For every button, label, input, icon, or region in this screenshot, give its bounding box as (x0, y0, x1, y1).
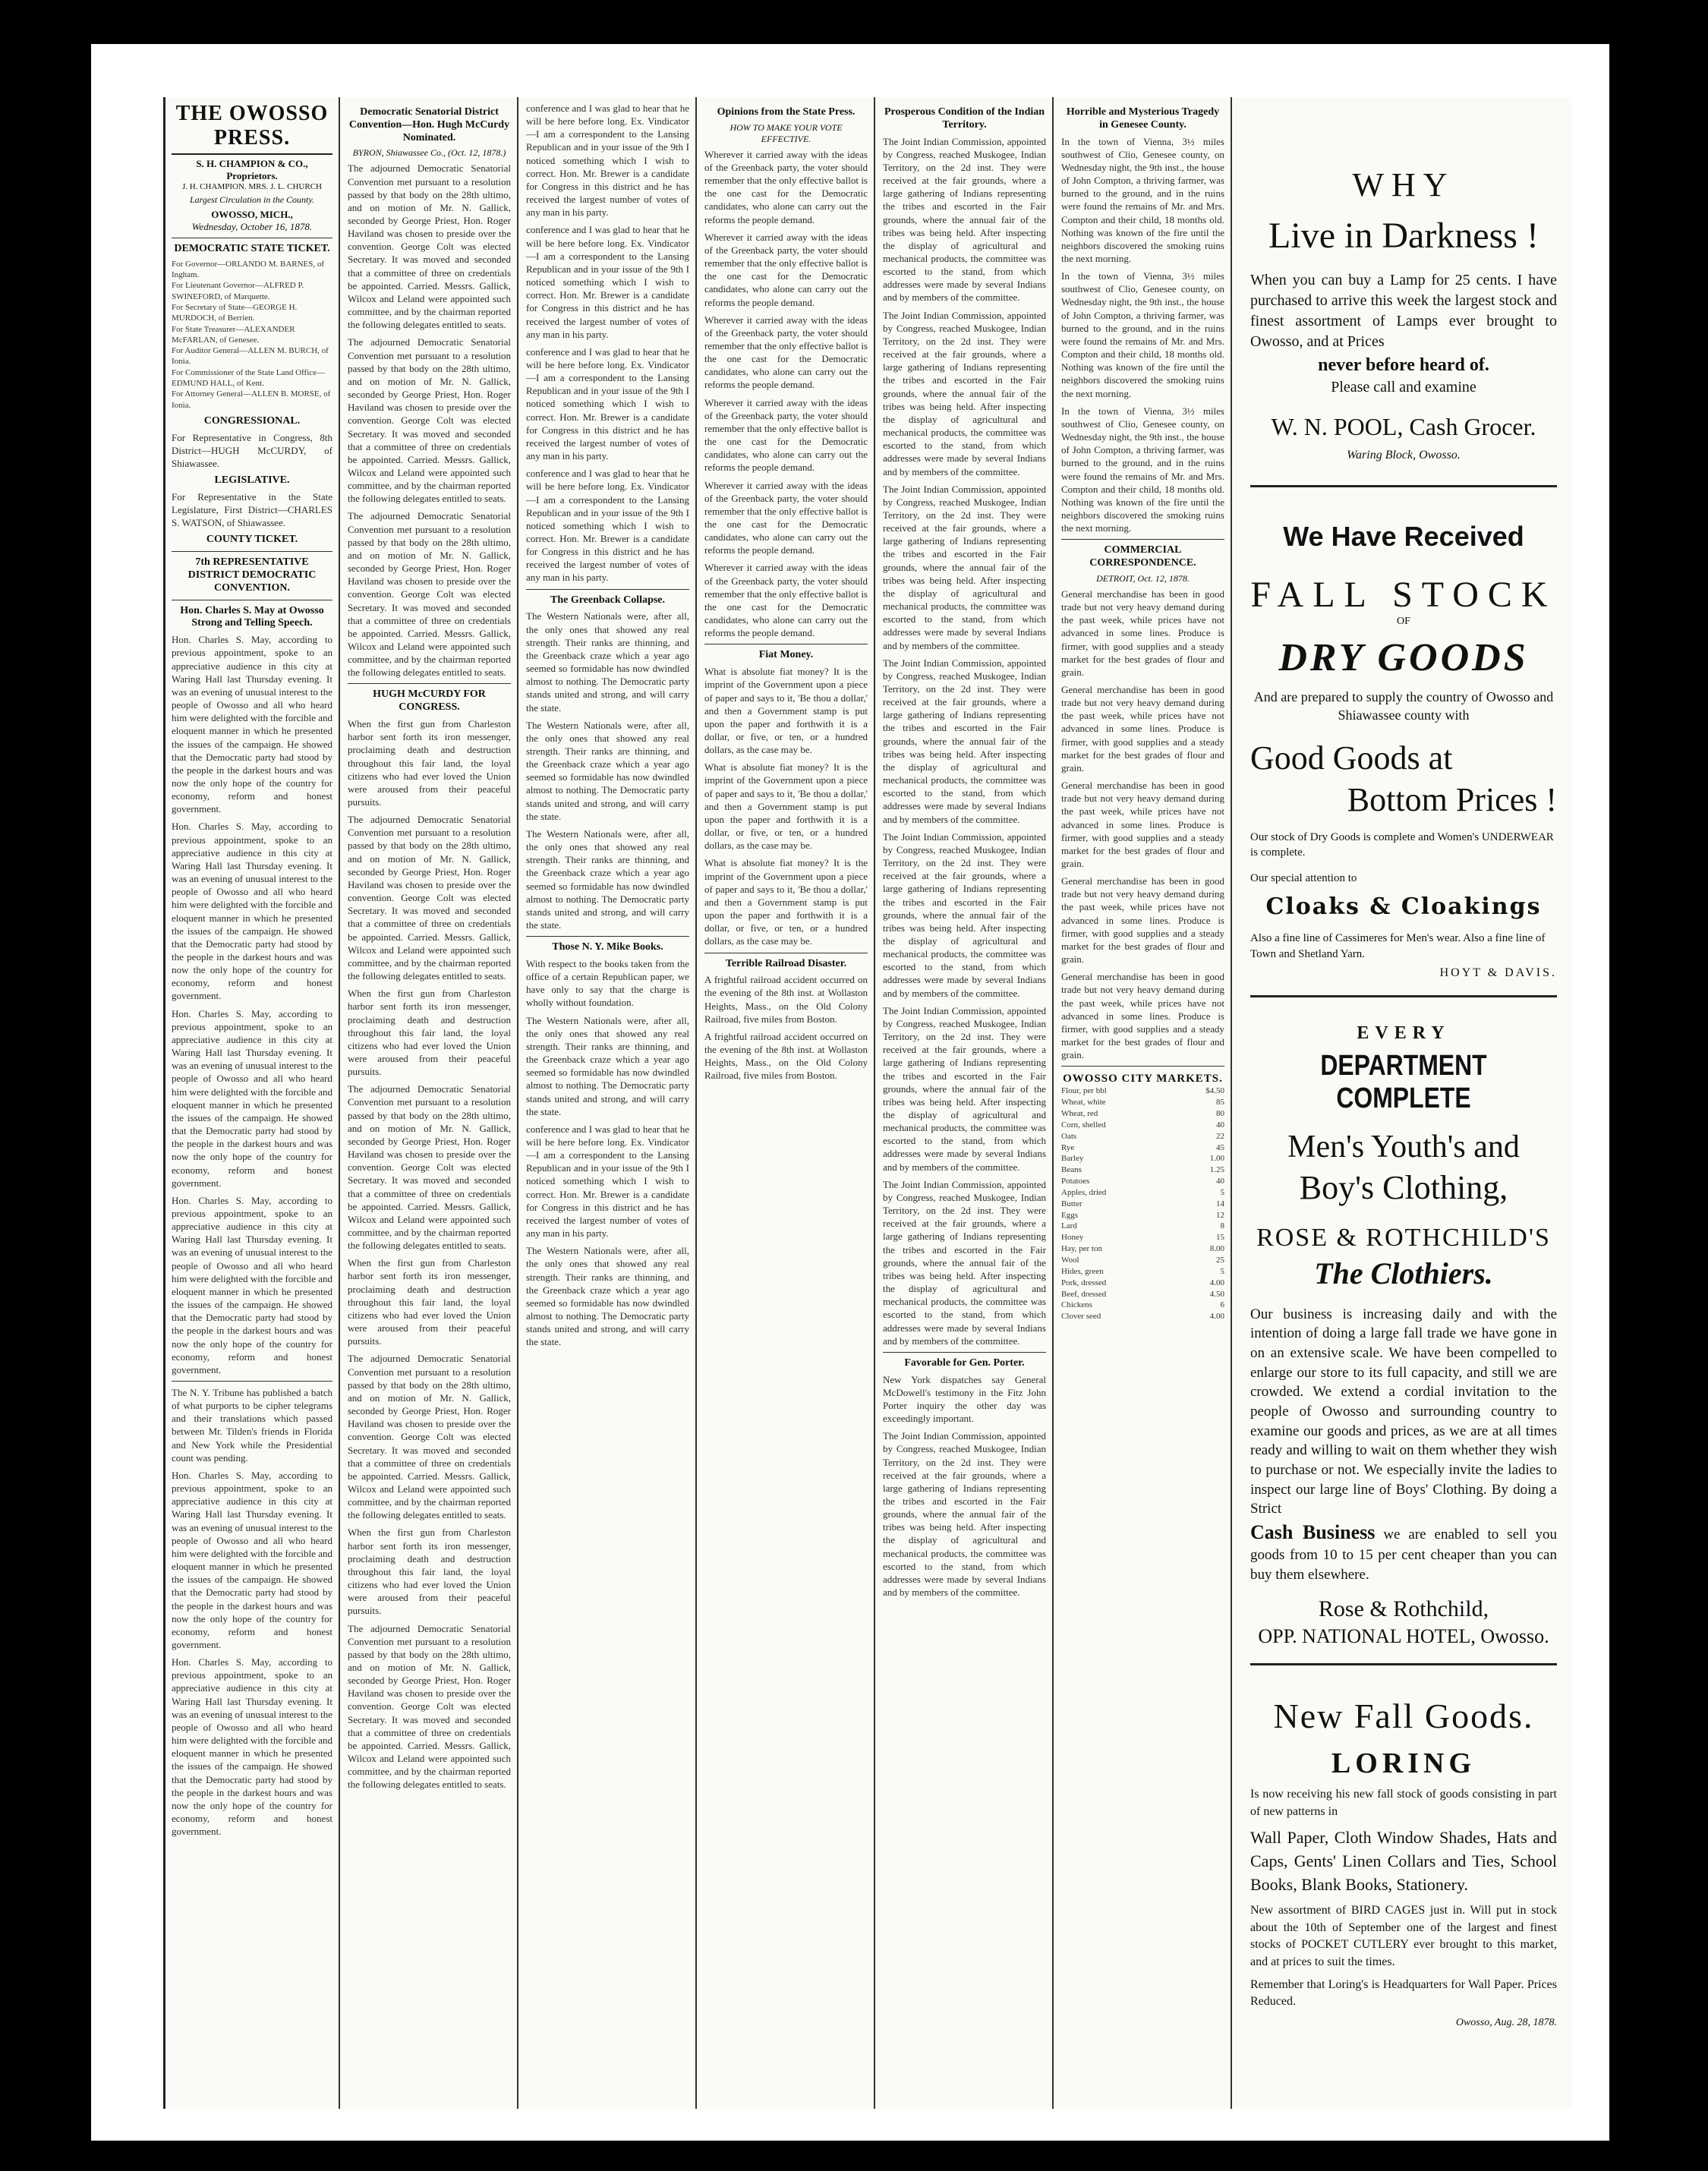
state-press-subheading: HOW TO MAKE YOUR VOTE EFFECTIVE. (730, 121, 843, 144)
market-row (1061, 1120, 1224, 1131)
fiat-money-text-continued: What is absolute fiat money? It is the imprint of the Government upon a piece of paper and says to it, 'Be thou a dollar,' and then a Government stamp is put upon the paper and forthwith it is a dollar, or five, or ten, or a hundred dollars, as the case may be. (704, 761, 868, 852)
ad-every: EVERY (1357, 1022, 1451, 1043)
ad-fall-stock: FALL STOCK (1250, 575, 1557, 615)
market-price: 22 (1216, 1131, 1224, 1141)
railroad-disaster-heading: Terrible Railroad Disaster. (725, 957, 847, 969)
senatorial-convention-text-continued: The adjourned Democratic Senatorial Convention met pursuant to a resolution passed by that body on the 28th ultimo, and on motion of Mr. N. Gallick, seconded by George Priest, Hon. Roger Haviland was chosen to preside over the convention. George Colt was elected Secretary. It was moved and seconded that a committee of three on credentials be appointed. Carried. Messrs. Gallick, Wilcox and Leland were appointed such committee, and by the chairman reported the following delegates entitled to seats. (348, 336, 511, 505)
congressional-text: For Representative in Congress, 8th District—HUGH McCURDY, of Shiawassee. (172, 431, 332, 470)
correspondence-text-continued: conference and I was glad to hear that he will be here before long. Ex. Vindicator—I am a correspondent to the Lansing Republican and in your issue of the 9th I noticed something which I wish to correct. Hon. Mr. Brewer is a candidate for Congress in this district and he has received the largest number of votes of any man in his party. (526, 224, 689, 340)
market-price: 85 (1216, 1098, 1224, 1108)
lamp-advertisement (1250, 165, 1557, 462)
market-price: 40 (1216, 1120, 1224, 1130)
column-4 (698, 97, 875, 2109)
market-price: 1.00 (1209, 1154, 1224, 1164)
ad-business-text: Our business is increasing daily and with the intention of doing a large fall trade we have gone in on an extensive scale. We have been compelled to enlarge our store to its full capacity, and still we are crowded. We extend a cordial invitation to the people of Owosso and surrounding country to examine our goods and prices, as we are at all times ready and willing to wait on them whether they wish to purchase or not. We especially invite the ladies to inspect our large line of Boys' Clothing. By doing a Strict (1250, 1306, 1557, 1517)
commercial-text-continued: General merchandise has been in good trade but not very heavy demand during the past week, while prices have not advanced in some lines. Produce is firmer, with good supplies and a steady market for the best grades of flour and grain. (1061, 683, 1224, 774)
mccurdy-text-continued: When the first gun from Charleston harbor sent forth its iron messenger, proclaiming death and destruction throughout this fair land, the loyal citizens who had ever loved the Union were aroused from their peaceful pursuits. (348, 988, 511, 1078)
scan-border-top (0, 0, 1708, 44)
scan-border-bottom (0, 2141, 1708, 2171)
indian-territory-text-continued: The Joint Indian Commission, appointed by Congress, reached Muskogee, Indian Territory, on the 2d inst. They were received at the fair grounds, where a large gathering of Indians representing the tribes and escorted in the Fair grounds, where the annual fair of the tribes was being held. After inspecting the display of agricultural and mechanical products, the committee was escorted to the stand, from which addresses were made by several Indians and by members of the committee. (883, 657, 1046, 825)
clothing-advertisement (1250, 1023, 1557, 1648)
railroad-disaster-text: A frightful railroad accident occurred on the evening of the 8th inst. at Wollaston Heights, Mass., on the Old Colony Railroad, five miles from Boston. (704, 974, 868, 1025)
market-item: Wheat, red (1061, 1109, 1098, 1119)
ad-stock-note: Our stock of Dry Goods is complete and Women's UNDERWEAR is complete. (1250, 830, 1554, 859)
ad-of: OF (1397, 616, 1410, 627)
market-price: 14 (1216, 1199, 1224, 1208)
legislative-heading: LEGISLATIVE. (214, 474, 290, 487)
ad-waring-block: Waring Block, Owosso. (1347, 449, 1461, 462)
senatorial-convention-text: The adjourned Democratic Senatorial Convention met pursuant to a resolution passed by that body on the 28th ultimo, and on motion of Mr. N. Gallick, seconded by George Priest, Hon. Roger Haviland was chosen to preside over the convention. George Colt was elected Secretary. It was moved and seconded that a committee of three on credentials be appointed. Carried. Messrs. Gallick, Wilcox and Leland were appointed such committee, and by the chairman reported the following delegates entitled to seats. (348, 162, 511, 331)
market-item: Lard (1061, 1221, 1077, 1231)
market-item: Butter (1061, 1199, 1082, 1208)
tragedy-text-continued: In the town of Vienna, 3½ miles southwest of Clio, Genesee county, on Wednesday night, the 9th inst., the house of John Compton, a thriving farmer, was burned to the ground, and in the ruins were found the remains of Mr. and Mrs. Compton and their child, 18 months old. Nothing was known of the fire until the neighbors discovered the smoking ruins the next morning. (1061, 405, 1224, 534)
ad-loring-items (1250, 1826, 1557, 1896)
commercial-text: General merchandise has been in good trade but not very heavy demand during the past week, while prices have not advanced in some lines. Produce is firmer, with good supplies and a steady market for the best grades of flour and grain. (1061, 588, 1224, 678)
mike-books-text: With respect to the books taken from the office of a certain Republican paper, we have only to say that the charge is wholly without foundation. (526, 957, 689, 1009)
ad-cloaks: Cloaks & Cloakings (1265, 893, 1542, 921)
ad-rose-rothchild-signature: Rose & Rothchild, (1318, 1596, 1489, 1622)
mccurdy-text-continued: The adjourned Democratic Senatorial Convention met pursuant to a resolution passed by that body on the 28th ultimo, and on motion of Mr. N. Gallick, seconded by George Priest, Hon. Roger Haviland was chosen to preside over the convention. George Colt was elected Secretary. It was moved and seconded that a committee of three on credentials be appointed. Carried. Messrs. Gallick, Wilcox and Leland were appointed such committee, and by the chairman reported the following delegates entitled to seats. (348, 1622, 511, 1791)
market-row (1061, 1086, 1224, 1097)
market-item: Flour, per bbl (1061, 1086, 1107, 1096)
market-item: Corn, shelled (1061, 1120, 1106, 1130)
market-item: Beans (1061, 1165, 1082, 1175)
market-price: 5 (1220, 1187, 1224, 1197)
state-press-text-continued: Wherever it carried away with the ideas of the Greenback party, the voter should remember that the only effective ballot is the one cast for the Democratic candidates, who alone can carry out the reforms the people demand. (704, 231, 868, 308)
senatorial-convention-dateline: BYRON, Shiawassee Co., (Oct. 12, 1878.) (352, 147, 506, 159)
market-item: Wheat, white (1061, 1098, 1106, 1108)
market-row (1061, 1289, 1224, 1300)
market-item: Barley (1061, 1154, 1084, 1164)
state-ticket-heading: DEMOCRATIC STATE TICKET. (174, 243, 330, 254)
ad-please-call: Please call and examine (1331, 379, 1476, 395)
tragedy-heading: Horrible and Mysterious Tragedy in Genesee County. (1066, 106, 1220, 131)
masthead-place: OWOSSO, MICH., (211, 209, 293, 220)
market-price: 8.00 (1209, 1244, 1224, 1254)
ad-loring: LORING (1331, 1747, 1476, 1780)
fiat-money-heading: Fiat Money. (758, 649, 814, 661)
state-ticket-list (172, 259, 332, 411)
greenback-collapse-text-continued: The Western Nationals were, after all, the only ones that showed any real strength. Their ranks are thinning, and the Greenback craze which a year ago seemed so formidable has now dwindled almost to nothing. The Democratic party stands united and strong, and will carry the state. (526, 719, 689, 822)
ad-loring-intro: Is now receiving his new fall stock of goods consisting in part of new patterns in (1250, 1788, 1557, 1818)
indian-territory-text-continued: The Joint Indian Commission, appointed by Congress, reached Muskogee, Indian Territory, on the 2d inst. They were received at the fair grounds, where a large gathering of Indians representing the tribes and escorted in the Fair grounds, where the annual fair of the tribes was being held. After inspecting the display of agricultural and mechanical products, the committee was escorted to the stand, from which addresses were made by several Indians and by members of the committee. (883, 830, 1046, 999)
state-press-heading: Opinions from the State Press. (717, 106, 856, 118)
market-price: 25 (1216, 1256, 1224, 1265)
market-item: Clover seed (1061, 1312, 1101, 1322)
ad-prepared-text: And are prepared to supply the country of Owosso and Shiawassee county with (1253, 689, 1554, 723)
may-speech-text-continued: Hon. Charles S. May, according to previous appointment, spoke to an appreciative audience in this city at Waring Hall last Thursday evening. It was an evening of unusual interest to the people of Owosso and all who heard him were delighted with the forcible and eloquent manner in which he presented the issues of the campaign. He showed that the Democratic party had stood by the people in the darkest hours and was now the only hope of the country for economy, reform and honest government. (172, 1007, 332, 1189)
ad-cash-business (1250, 1519, 1557, 1584)
commercial-text-continued: General merchandise has been in good trade but not very heavy demand during the past week, while prices have not advanced in some lines. Produce is firmer, with good supplies and a steady market for the best grades of flour and grain. (1061, 875, 1224, 966)
state-press-text-continued: Wherever it carried away with the ideas of the Greenback party, the voter should remember that the only effective ballot is the one cast for the Democratic candidates, who alone can carry out the reforms the people demand. (704, 562, 868, 639)
senatorial-convention-text-continued: The adjourned Democratic Senatorial Convention met pursuant to a resolution passed by that body on the 28th ultimo, and on motion of Mr. N. Gallick, seconded by George Priest, Hon. Roger Haviland was chosen to preside over the convention. George Colt was elected Secretary. It was moved and seconded that a committee of three on credentials be appointed. Carried. Messrs. Gallick, Wilcox and Leland were appointed such committee, and by the chairman reported the following delegates entitled to seats. (348, 510, 511, 679)
market-item: Wool (1061, 1256, 1079, 1265)
ad-good-goods: Good Goods at (1250, 739, 1453, 777)
advertisement-column (1234, 97, 1574, 2109)
market-price: 80 (1216, 1109, 1224, 1119)
mccurdy-text-continued: When the first gun from Charleston harbor sent forth its iron messenger, proclaiming death and destruction throughout this fair land, the loyal citizens who had ever loved the Union were aroused from their peaceful pursuits. (348, 1527, 511, 1617)
mccurdy-text-continued: The adjourned Democratic Senatorial Convention met pursuant to a resolution passed by that body on the 28th ultimo, and on motion of Mr. N. Gallick, seconded by George Priest, Hon. Roger Haviland was chosen to preside over the convention. George Colt was elected Secretary. It was moved and seconded that a committee of three on credentials be appointed. Carried. Messrs. Gallick, Wilcox and Leland were appointed such committee, and by the chairman reported the following delegates entitled to seats. (348, 1083, 511, 1252)
market-item: Hides, green (1061, 1266, 1104, 1276)
market-row (1061, 1199, 1224, 1210)
legislative-text: For Representative in the State Legislature, First District—CHARLES S. WATSON, of Shiawassee. (172, 491, 332, 529)
loring-advertisement (1250, 1696, 1557, 2029)
tribune-paragraph: The N. Y. Tribune has published a batch of what purports to be cipher telegrams and their translations which passed between Mr. Tilden's friends in Florida and New York while the Presidential count was pending. (172, 1387, 332, 1464)
mike-books-text-continued: The Western Nationals were, after all, the only ones that showed any real strength. Their ranks are thinning, and the Greenback craze which a year ago seemed so formidable has now dwindled almost to nothing. The Democratic party stands united and strong, and will carry the state. (526, 1245, 689, 1348)
market-row (1061, 1266, 1224, 1278)
tribune-paragraph-continued: Hon. Charles S. May, according to previous appointment, spoke to an appreciative audience in this city at Waring Hall last Thursday evening. It was an evening of unusual interest to the people of Owosso and all who heard him were delighted with the forcible and eloquent manner in which he presented the issues of the campaign. He showed that the Democratic party had stood by the people in the darkest hours and was now the only hope of the country for economy, reform and honest government. (172, 1656, 332, 1838)
ad-received-heading: We Have Received (1283, 521, 1524, 552)
market-item: Chickens (1061, 1300, 1092, 1310)
state-press-text-continued: Wherever it carried away with the ideas of the Greenback party, the voter should remember that the only effective ballot is the one cast for the Democratic candidates, who alone can carry out the reforms the people demand. (704, 396, 868, 474)
newspaper-page (163, 97, 1571, 2109)
market-price: $4.50 (1205, 1086, 1224, 1096)
market-row (1061, 1164, 1224, 1176)
market-item: Eggs (1061, 1210, 1078, 1220)
ad-dry-goods: DRY GOODS (1278, 636, 1529, 679)
ticket-item: For Secretary of State—GEORGE H. MURDOCH, of Berrien. (172, 302, 298, 323)
ticket-item: For Auditor General—ALLEN M. BURCH, of Ionia. (172, 346, 329, 367)
tribune-paragraph-continued: Hon. Charles S. May, according to previous appointment, spoke to an appreciative audience in this city at Waring Hall last Thursday evening. It was an evening of unusual interest to the people of Owosso and all who heard him were delighted with the forcible and eloquent manner in which he presented the issues of the campaign. He showed that the Democratic party had stood by the people in the darkest hours and was now the only hope of the country for economy, reform and honest government. (172, 1469, 332, 1650)
market-row (1061, 1221, 1224, 1232)
ad-boys-clothing: Boy's Clothing, (1299, 1168, 1508, 1206)
masthead-publishers: S. H. CHAMPION & CO., Proprietors. (196, 158, 308, 181)
market-item: Pork, dressed (1061, 1278, 1107, 1287)
indian-territory-text-continued: The Joint Indian Commission, appointed by Congress, reached Muskogee, Indian Territory, on the 2d inst. They were received at the fair grounds, where a large gathering of Indians representing the tribes and escorted in the Fair grounds, where the annual fair of the tribes was being held. After inspecting the display of agricultural and mechanical products, the committee was escorted to the stand, from which addresses were made by several Indians and by members of the committee. (883, 483, 1046, 651)
tragedy-text-continued: In the town of Vienna, 3½ miles southwest of Clio, Genesee county, on Wednesday night, the 9th inst., the house of John Compton, a thriving farmer, was burned to the ground, and in the ruins were found the remains of Mr. and Mrs. Compton and their child, 18 months old. Nothing was known of the fire until the neighbors discovered the smoking ruins the next morning. (1061, 270, 1224, 399)
ad-lamp-body: When you can buy a Lamp for 25 cents. I have purchased to arrive this week the largest stock and finest assortment of Lamps ever brought to Owosso, and at Prices (1250, 272, 1557, 350)
mccurdy-text: When the first gun from Charleston harbor sent forth its iron messenger, proclaiming death and destruction throughout this fair land, the loyal citizens who had ever loved the Union were aroused from their peaceful pursuits. (348, 718, 511, 808)
ticket-item: For State Treasurer—ALEXANDER McFARLAN, of Genesee. (172, 324, 295, 345)
indian-territory-text-continued: The Joint Indian Commission, appointed by Congress, reached Muskogee, Indian Territory, on the 2d inst. They were received at the fair grounds, where a large gathering of Indians representing the tribes and escorted in the Fair grounds, where the annual fair of the tribes was being held. After inspecting the display of agricultural and mechanical products, the committee was escorted to the stand, from which addresses were made by several Indians and by members of the committee. (883, 1178, 1046, 1347)
market-row (1061, 1311, 1224, 1322)
correspondence-text-continued: conference and I was glad to hear that he will be here before long. Ex. Vindicator—I am a correspondent to the Lansing Republican and in your issue of the 9th I noticed something which I wish to correct. Hon. Mr. Brewer is a candidate for Congress in this district and he has received the largest number of votes of any man in his party. (526, 468, 689, 584)
masthead-date: Wednesday, October 16, 1878. (191, 221, 313, 232)
mike-books-heading: Those N. Y. Mike Books. (552, 941, 663, 953)
county-ticket-heading: COUNTY TICKET. (206, 534, 298, 546)
state-press-text-continued: Wherever it carried away with the ideas of the Greenback party, the voter should remember that the only effective ballot is the one cast for the Democratic candidates, who alone can carry out the reforms the people demand. (704, 479, 868, 556)
state-press-text: Wherever it carried away with the ideas of the Greenback party, the voter should remember that the only effective ballot is the one cast for the Democratic candidates, who alone can carry out the reforms the people demand. (704, 148, 868, 225)
market-item: Hay, per ton (1061, 1244, 1102, 1254)
correspondence-text-continued: conference and I was glad to hear that he will be here before long. Ex. Vindicator—I am a correspondent to the Lansing Republican and in your issue of the 9th I noticed something which I wish to correct. Hon. Mr. Brewer is a candidate for Congress in this district and he has received the largest number of votes of any man in his party. (526, 345, 689, 462)
markets-title: OWOSSO CITY MARKETS. (1063, 1073, 1223, 1086)
may-speech-text-continued: Hon. Charles S. May, according to previous appointment, spoke to an appreciative audience in this city at Waring Hall last Thursday evening. It was an evening of unusual interest to the people of Owosso and all who heard him were delighted with the forcible and eloquent manner in which he presented the issues of the campaign. He showed that the Democratic party had stood by the people in the darkest hours and was now the only hope of the country for economy, reform and honest government. (172, 1194, 332, 1375)
ad-why-heading: WHY (1352, 166, 1455, 203)
fiat-money-text-continued: What is absolute fiat money? It is the imprint of the Government upon a piece of paper and says to it, 'Be thou a dollar,' and then a Government stamp is put upon the paper and forthwith it is a dollar, or five, or ten, or a hundred dollars, as the case may be. (704, 857, 868, 947)
ticket-item: For Governor—ORLANDO M. BARNES, of Ingham. (172, 259, 325, 280)
ad-special-attention: Our special attention to (1250, 872, 1357, 885)
column-3 (520, 97, 697, 2109)
ad-loring-date: Owosso, Aug. 28, 1878. (1455, 2016, 1557, 2028)
indian-territory-text-continued: The Joint Indian Commission, appointed by Congress, reached Muskogee, Indian Territory, on the 2d inst. They were received at the fair grounds, where a large gathering of Indians representing the tribes and escorted in the Fair grounds, where the annual fair of the tribes was being held. After inspecting the display of agricultural and mechanical products, the committee was escorted to the stand, from which addresses were made by several Indians and by members of the committee. (883, 309, 1046, 477)
greenback-collapse-text-continued: The Western Nationals were, after all, the only ones that showed any real strength. Their ranks are thinning, and the Greenback craze which a year ago seemed so formidable has now dwindled almost to nothing. The Democratic party stands united and strong, and will carry the state. (526, 827, 689, 931)
market-row (1061, 1153, 1224, 1164)
market-row (1061, 1255, 1224, 1266)
column-5 (877, 97, 1054, 2109)
market-row (1061, 1300, 1224, 1311)
mike-books-text-continued: The Western Nationals were, after all, the only ones that showed any real strength. Their ranks are thinning, and the Greenback craze which a year ago seemed so formidable has now dwindled almost to nothing. The Democratic party stands united and strong, and will carry the state. (526, 1014, 689, 1117)
masthead-circulation: Largest Circulation in the County. (189, 194, 315, 205)
indian-territory-heading: Prosperous Condition of the Indian Territory. (884, 106, 1045, 131)
tragedy-text: In the town of Vienna, 3½ miles southwest of Clio, Genesee county, on Wednesday night, the 9th inst., the house of John Compton, a thriving farmer, was burned to the ground, and in the ruins were found the remains of Mr. and Mrs. Compton and their child, 18 months old. Nothing was known of the fire until the neighbors discovered the smoking ruins the next morning. (1061, 135, 1224, 264)
column-6 (1055, 97, 1232, 2109)
market-price: 12 (1216, 1210, 1224, 1220)
market-row (1061, 1108, 1224, 1120)
convention-heading: 7th REPRESENTATIVE DISTRICT DEMOCRATIC CONVENTION. (188, 556, 317, 594)
commercial-heading: COMMERCIAL CORRESPONDENCE. (1089, 544, 1196, 569)
ticket-item: For Lieutenant Governor—ALFRED P. SWINEFORD, of Marquette. (172, 281, 304, 301)
correspondence-text: conference and I was glad to hear that he will be here before long. Ex. Vindicator—I am a correspondent to the Lansing Republican and in your issue of the 9th I noticed something which I wish to correct. Hon. Mr. Brewer is a candidate for Congress in this district and he has received the largest number of votes of any man in his party. (526, 102, 689, 219)
mccurdy-text-continued: The adjourned Democratic Senatorial Convention met pursuant to a resolution passed by that body on the 28th ultimo, and on motion of Mr. N. Gallick, seconded by George Priest, Hon. Roger Haviland was chosen to preside over the convention. George Colt was elected Secretary. It was moved and seconded that a committee of three on credentials be appointed. Carried. Messrs. Gallick, Wilcox and Leland were appointed such committee, and by the chairman reported the following delegates entitled to seats. (348, 814, 511, 982)
market-row (1061, 1210, 1224, 1221)
commercial-text-continued: General merchandise has been in good trade but not very heavy demand during the past week, while prices have not advanced in some lines. Produce is firmer, with good supplies and a steady market for the best grades of flour and grain. (1061, 780, 1224, 869)
ad-pool-name: W. N. POOL, Cash Grocer. (1271, 413, 1536, 440)
ad-opp-national-hotel: OPP. NATIONAL HOTEL, Owosso. (1258, 1625, 1549, 1648)
railroad-disaster-text-continued: A frightful railroad accident occurred on the evening of the 8th inst. at Wollaston Heights, Mass., on the Old Colony Railroad, five miles from Boston. (704, 1030, 868, 1082)
porter-text: New York dispatches say General McDowell's testimony in the Fitz John Porter inquiry the other day was exceedingly important. (883, 1373, 1046, 1425)
porter-text-continued: The Joint Indian Commission, appointed by Congress, reached Muskogee, Indian Territory, on the 2d inst. They were received at the fair grounds, where a large gathering of Indians representing the tribes and escorted in the Fair grounds, where the annual fair of the tribes was being held. After inspecting the display of agricultural and mechanical products, the committee was escorted to the stand, from which addresses were made by several Indians and by members of the committee. (883, 1430, 1046, 1599)
ad-new-fall-goods: New Fall Goods. (1273, 1697, 1534, 1736)
market-item: Apples, dried (1061, 1187, 1107, 1197)
market-row (1061, 1142, 1224, 1154)
ad-hoyt-davis: HOYT & DAVIS. (1439, 966, 1557, 979)
market-price: 4.00 (1209, 1312, 1224, 1322)
market-row (1061, 1097, 1224, 1108)
ad-cash-label: Cash Business (1250, 1520, 1376, 1543)
commercial-text-continued: General merchandise has been in good trade but not very heavy demand during the past week, while prices have not advanced in some lines. Produce is firmer, with good supplies and a steady market for the best grades of flour and grain. (1061, 971, 1224, 1061)
senatorial-convention-heading: Democratic Senatorial District Convention—Hon. Hugh McCurdy Nominated. (348, 106, 510, 143)
ad-cash-rest: we are enabled to sell you goods from 10 to 15 per cent cheaper than you can buy them elsewhere. (1250, 1526, 1558, 1583)
greenback-collapse-heading: The Greenback Collapse. (550, 594, 666, 606)
ticket-item: For Commissioner of the State Land Office—EDMUND HALL, of Kent. (172, 367, 326, 389)
ad-never-heard: never before heard of. (1318, 355, 1489, 375)
mike-books-text-continued: conference and I was glad to hear that he will be here before long. Ex. Vindicator—I am a correspondent to the Lansing Republican and in your issue of the 9th I noticed something which I wish to correct. Hon. Mr. Brewer is a candidate for Congress in this district and he has received the largest number of votes of any man in his party. (526, 1123, 689, 1240)
masthead-title: THE OWOSSO PRESS. (172, 102, 332, 155)
ad-loring-rest: New assortment of BIRD CAGES just in. Will put in stock about the 10th of September one of the largest and finest stocks of POCKET CUTLERY ever brought to this market, and at prices to suit the times. (1250, 1904, 1557, 1968)
market-row (1061, 1187, 1224, 1199)
market-price: 1.25 (1209, 1165, 1224, 1175)
market-price: 8 (1220, 1221, 1224, 1231)
column-2 (342, 97, 518, 2109)
mccurdy-text-continued: The adjourned Democratic Senatorial Convention met pursuant to a resolution passed by that body on the 28th ultimo, and on motion of Mr. N. Gallick, seconded by George Priest, Hon. Roger Haviland was chosen to preside over the convention. George Colt was elected Secretary. It was moved and seconded that a committee of three on credentials be appointed. Carried. Messrs. Gallick, Wilcox and Leland were appointed such committee, and by the chairman reported the following delegates entitled to seats. (348, 1353, 511, 1521)
column-1 (165, 97, 340, 2109)
ticket-item: For Attorney General—ALLEN B. MORSE, of Ionia. (172, 389, 331, 410)
market-row (1061, 1232, 1224, 1243)
market-row (1061, 1278, 1224, 1289)
dry-goods-advertisement (1250, 521, 1557, 980)
may-speech-heading: Hon. Charles S. May at Owosso Strong and Telling Speech. (180, 604, 324, 629)
scan-border-right (1609, 0, 1708, 2171)
ad-mens-youths: Men's Youth's and (1287, 1129, 1520, 1164)
market-price: 5 (1220, 1266, 1224, 1276)
ad-clothiers: The Clothiers. (1314, 1256, 1493, 1290)
ad-live-heading: Live in Darkness ! (1268, 216, 1539, 256)
market-price: 40 (1216, 1177, 1224, 1186)
markets-table (1061, 1086, 1224, 1322)
masthead-publisher-names: J. H. CHAMPION. MRS. J. L. CHURCH (182, 182, 322, 191)
market-price: 4.50 (1209, 1289, 1224, 1299)
indian-territory-text-continued: The Joint Indian Commission, appointed by Congress, reached Muskogee, Indian Territory, on the 2d inst. They were received at the fair grounds, where a large gathering of Indians representing the tribes and escorted in the Fair grounds, where the annual fair of the tribes was being held. After inspecting the display of agricultural and mechanical products, the committee was escorted to the stand, from which addresses were made by several Indians and by members of the committee. (883, 1004, 1046, 1173)
market-item: Oats (1061, 1131, 1077, 1141)
market-price: 4.00 (1209, 1278, 1224, 1287)
market-row (1061, 1131, 1224, 1142)
may-speech-text-continued: Hon. Charles S. May, according to previous appointment, spoke to an appreciative audience in this city at Waring Hall last Thursday evening. It was an evening of unusual interest to the people of Owosso and all who heard him were delighted with the forcible and eloquent manner in which he presented the issues of the campaign. He showed that the Democratic party had stood by the people in the darkest hours and was now the only hope of the country for economy, reform and honest government. (172, 821, 332, 1002)
ad-cloaks-note: Also a fine line of Cassimeres for Men's wear. Also a fine line of Town and Shetland Yarn. (1250, 932, 1546, 960)
greenback-collapse-text: The Western Nationals were, after all, the only ones that showed any real strength. Their ranks are thinning, and the Greenback craze which a year ago seemed so formidable has now dwindled almost to nothing. The Democratic party stands united and strong, and will carry the state. (526, 610, 689, 714)
ad-bottom-prices: Bottom Prices ! (1347, 780, 1557, 818)
market-item: Rye (1061, 1142, 1075, 1152)
state-press-text-continued: Wherever it carried away with the ideas of the Greenback party, the voter should remember that the only effective ballot is the one cast for the Democratic candidates, who alone can carry out the reforms the people demand. (704, 314, 868, 391)
congressional-heading: CONGRESSIONAL. (203, 414, 301, 427)
mccurdy-text-continued: When the first gun from Charleston harbor sent forth its iron messenger, proclaiming death and destruction throughout this fair land, the loyal citizens who had ever loved the Union were aroused from their peaceful pursuits. (348, 1257, 511, 1347)
market-price: 15 (1216, 1233, 1224, 1243)
market-item: Beef, dressed (1061, 1289, 1107, 1299)
ad-loring-items-text: Wall Paper, Cloth Window Shades, Hats and Caps, Gents' Linen Collars and Ties, School Books, Blank Books, Stationery. (1250, 1828, 1557, 1894)
commercial-dateline: DETROIT, Oct. 12, 1878. (1096, 572, 1190, 584)
may-speech-text: Hon. Charles S. May, according to previous appointment, spoke to an appreciative audience in this city at Waring Hall last Thursday evening. It was an evening of unusual interest to the people of Owosso and all who heard him were delighted with the forcible and eloquent manner in which he presented the issues of the campaign. He showed that the Democratic party had stood by the people in the darkest hours and was now the only hope of the country for economy, reform and honest government. (172, 634, 332, 815)
fiat-money-text: What is absolute fiat money? It is the imprint of the Government upon a piece of paper and says to it, 'Be thou a dollar,' and then a Government stamp is put upon the paper and forthwith it is a dollar, or five, or ten, or a hundred dollars, as the case may be. (704, 666, 868, 756)
market-row (1061, 1176, 1224, 1187)
porter-heading: Favorable for Gen. Porter. (904, 1356, 1025, 1369)
market-price: 6 (1220, 1300, 1224, 1310)
market-item: Honey (1061, 1233, 1084, 1243)
ad-department-complete: DEPARTMENT COMPLETE (1320, 1049, 1487, 1114)
market-row (1061, 1243, 1224, 1255)
indian-territory-text: The Joint Indian Commission, appointed by Congress, reached Muskogee, Indian Territory, on the 2d inst. They were received at the fair grounds, where a large gathering of Indians representing the tribes and escorted in the Fair grounds, where the annual fair of the tribes was being held. After inspecting the display of agricultural and mechanical products, the committee was escorted to the stand, from which addresses were made by several Indians and by members of the committee. (883, 135, 1046, 304)
scan-border-left (0, 0, 91, 2171)
ad-rose-rothchild: ROSE & ROTHCHILD'S (1256, 1223, 1551, 1252)
market-item: Potatoes (1061, 1177, 1090, 1186)
mccurdy-heading: HUGH McCURDY FOR CONGRESS. (373, 688, 486, 714)
market-price: 45 (1216, 1142, 1224, 1152)
ad-loring-remember: Remember that Loring's is Headquarters for Wall Paper. Prices Reduced. (1250, 1978, 1557, 2009)
